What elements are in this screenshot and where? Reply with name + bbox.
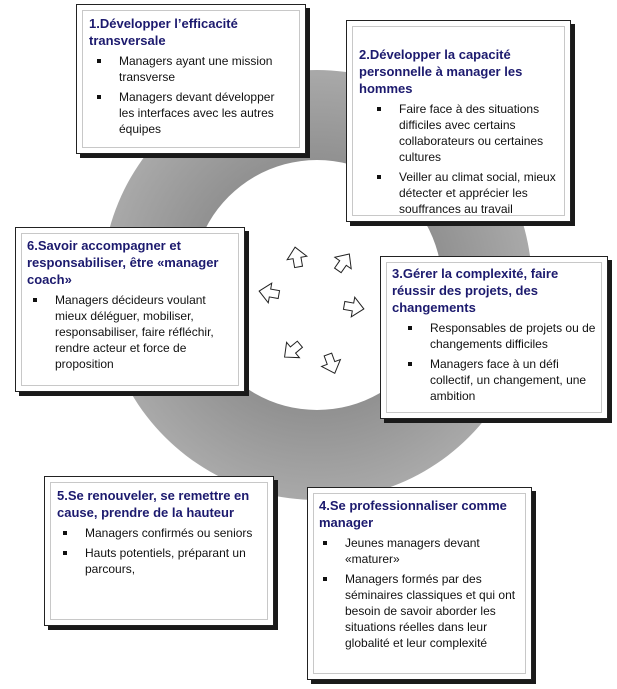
card-bullet: Responsables de projets ou de changements difficiles bbox=[430, 321, 596, 351]
card-bullet: Jeunes managers devant «maturer» bbox=[345, 535, 520, 567]
arrow-icon bbox=[285, 245, 308, 268]
card-2 bbox=[346, 20, 571, 222]
card-bullet: Managers confirmés ou seniors bbox=[85, 525, 261, 541]
card-bullet: Managers face à un défi collectif, un changement, une ambition bbox=[430, 356, 596, 404]
card-4 bbox=[307, 487, 532, 680]
card-bullet: Faire face à des situations difficiles avec certains collaborateurs ou certaines cultures bbox=[399, 101, 558, 165]
card-title: 2.Développer la capacité personnelle à manager les hommes bbox=[359, 47, 523, 96]
card-title: 1.Développer l’efficacité transversale bbox=[89, 16, 238, 48]
card-title: 4.Se professionnaliser comme manager bbox=[319, 498, 507, 530]
cycle-arrows bbox=[257, 245, 365, 376]
arrow-icon bbox=[330, 248, 358, 276]
card-bullet: Managers devant développer les interfaces avec les autres équipes bbox=[119, 89, 293, 137]
card-6 bbox=[15, 227, 245, 392]
arrow-icon bbox=[278, 337, 306, 365]
card-bullet: Managers formés par des séminaires classiques et qui ont besoin de savoir aborder les situations réelles dans leur globalité et leur complexité bbox=[345, 571, 520, 651]
card-title: 5.Se renouveler, se remettre en cause, prendre de la hauteur bbox=[57, 488, 250, 520]
card-1 bbox=[76, 4, 306, 154]
arrow-icon bbox=[257, 281, 280, 304]
card-bullet: Managers ayant une mission transverse bbox=[119, 53, 293, 85]
card-bullet: Hauts potentiels, préparant un parcours, bbox=[85, 545, 261, 577]
card-5 bbox=[44, 476, 274, 626]
card-bullet: Veiller au climat social, mieux détecter et apprécier les souffrances au travail bbox=[399, 169, 558, 216]
arrow-icon bbox=[319, 351, 345, 377]
card-title: 6.Savoir accompagner et responsabiliser, être «manager coach» bbox=[27, 238, 219, 287]
card-title: 3.Gérer la complexité, faire réussir des projets, des changements bbox=[392, 266, 559, 315]
card-bullet: Managers décideurs voulant mieux déléguer, mobiliser, responsabiliser, faire réfléchir, rendre acteur et force de proposition bbox=[55, 292, 233, 372]
card-3 bbox=[380, 256, 608, 419]
arrow-icon bbox=[342, 296, 365, 319]
